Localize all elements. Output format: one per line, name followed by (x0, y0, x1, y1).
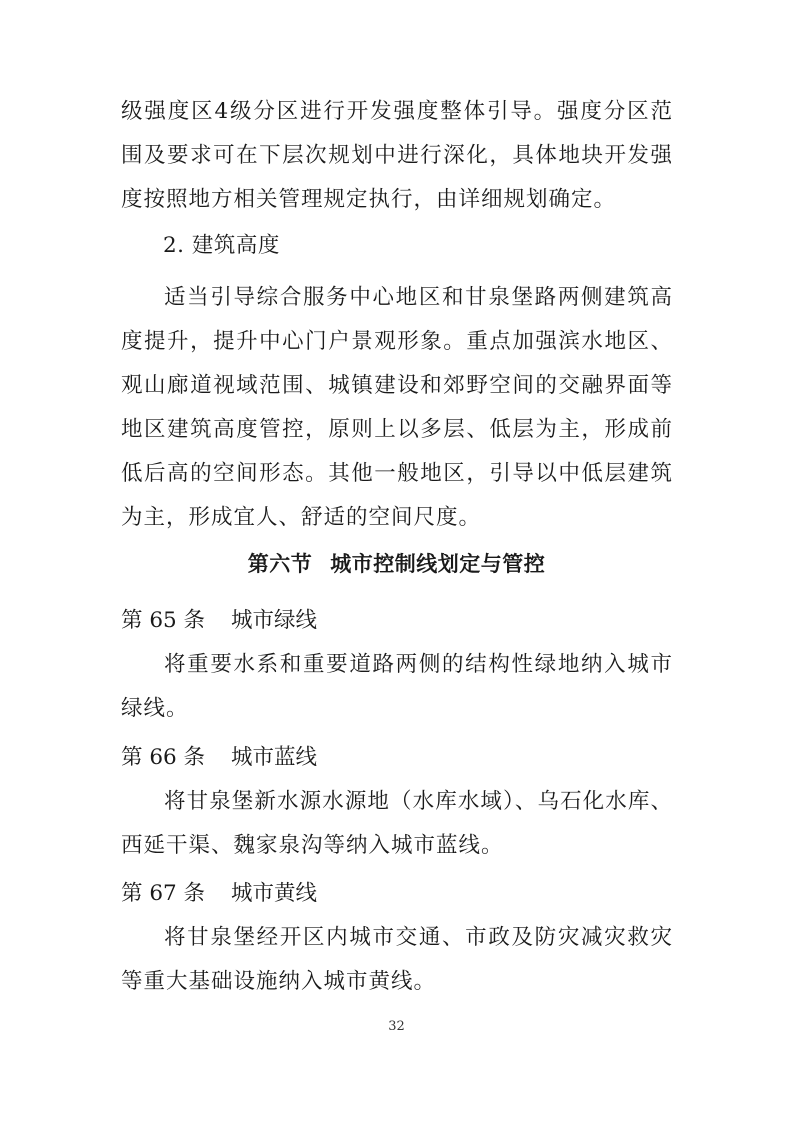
article-65-heading (121, 599, 317, 643)
section-name: 城市控制线划定与管控 (330, 552, 546, 576)
article-65-body: 将重要水系和重要道路两侧的结构性绿地纳入城市绿线。 (121, 652, 673, 721)
article-title: 城市蓝线 (231, 745, 318, 770)
paragraph-intensity-zoning: 级强度区4级分区进行开发强度整体引导。强度分区范围及要求可在下层次规划中进行深化，具体地块开发强度按照地方相关管理规定执行，由详细规划确定。 (121, 99, 673, 212)
subheading-building-height: 2. 建筑高度 (163, 233, 280, 258)
article-number: 第 67 条 (121, 881, 206, 906)
page-number: 32 (388, 1019, 405, 1034)
paragraph-building-height: 适当引导综合服务中心地区和甘泉堡路两侧建筑高度提升，提升中心门户景观形象。重点加强滨水地区、观山廊道视域范围、城镇建设和郊野空间的交融界面等地区建筑高度管控，原则上以多层、低层为主，形成前低后高的空间形态。其他一般地区，引导以中低层建筑为主，形成宜人、舒适的空间尺度。 (121, 285, 673, 530)
article-number: 第 65 条 (121, 608, 206, 633)
article-title: 城市绿线 (231, 608, 318, 633)
article-67-body: 将甘泉堡经开区内城市交通、市政及防灾减灾救灾等重大基础设施纳入城市黄线。 (121, 925, 673, 994)
section-number: 第六节 (247, 552, 313, 576)
article-66-body: 将甘泉堡新水源水源地（水库水域）、乌石化水库、西延干渠、魏家泉沟等纳入城市蓝线。 (121, 789, 673, 858)
article-66-heading (121, 736, 317, 780)
article-67-heading (121, 872, 317, 916)
section-title (0, 542, 793, 586)
article-title: 城市黄线 (231, 881, 318, 906)
article-number: 第 66 条 (121, 745, 206, 770)
